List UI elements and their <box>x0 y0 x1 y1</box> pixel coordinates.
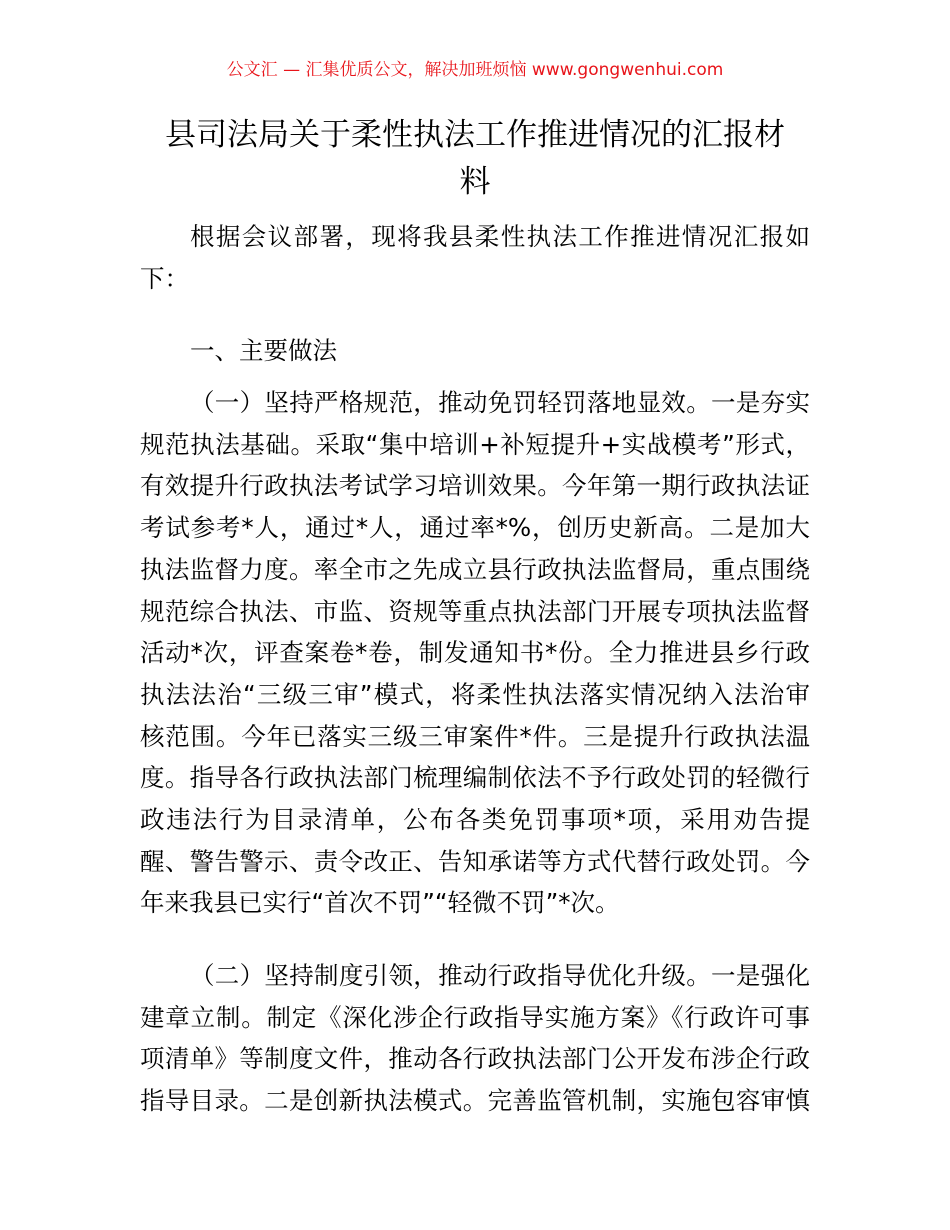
text-line: 下： <box>140 263 189 293</box>
text-line: （一）坚持严格规范，推动免罚轻罚落地显效。一是夯实 <box>190 388 810 418</box>
watermark-banner: 公文汇 — 汇集优质公文，解决加班烦恼 www.gongwenhui.com <box>226 60 724 80</box>
text-line: 醒、警告警示、责令改正、告知承诺等方式代替行政处罚。今 <box>140 846 810 876</box>
document-title <box>130 112 820 206</box>
document-body <box>140 216 810 1153</box>
text-line: 核范围。今年已落实三级三审案件*件。三是提升行政执法温 <box>140 721 810 751</box>
text-line: 一、主要做法 <box>190 336 337 366</box>
body-paragraph <box>140 955 810 1122</box>
text-line: 项清单》等制度文件，推动各行政执法部门公开发布涉企行政 <box>140 1044 810 1074</box>
text-line: 指导目录。二是创新执法模式。完善监管机制，实施包容审慎 <box>140 1086 810 1116</box>
text-line: （二）坚持制度引领，推动行政指导优化升级。一是强化 <box>190 961 810 990</box>
text-line: 度。指导各行政执法部门梳理编制依法不予行政处罚的轻微行 <box>140 763 810 793</box>
text-line: 有效提升行政执法考试学习培训效果。今年第一期行政执法证 <box>140 471 810 501</box>
text-line: 规范综合执法、市监、资规等重点执法部门开展专项执法监督 <box>140 596 810 626</box>
body-paragraph <box>140 382 810 924</box>
text-line: 规范执法基础。采取“集中培训+补短提升+实战模考”形式， <box>140 429 810 459</box>
title-line: 县司法局关于柔性执法工作推进情况的汇报材 <box>165 117 785 153</box>
text-line: 根据会议部署，现将我县柔性执法工作推进情况汇报如 <box>190 222 810 251</box>
text-line: 政违法行为目录清单，公布各类免罚事项*项，采用劝告提 <box>140 804 810 834</box>
text-line: 考试参考*人，通过*人，通过率*%，创历史新高。二是加大 <box>140 513 810 543</box>
title-line: 料 <box>459 164 491 200</box>
text-line: 活动*次，评查案卷*卷，制发通知书*份。全力推进县乡行政 <box>140 638 810 668</box>
intro-paragraph <box>140 216 810 299</box>
text-line: 建章立制。制定《深化涉企行政指导实施方案》《行政许可事 <box>140 1002 810 1032</box>
text-line: 年来我县已实行“首次不罚”“轻微不罚”*次。 <box>140 888 620 918</box>
section-heading <box>140 330 810 372</box>
text-line: 执法法治“三级三审”模式，将柔性执法落实情况纳入法治审 <box>140 679 810 709</box>
text-line: 执法监督力度。率全市之先成立县行政执法监督局，重点围绕 <box>140 554 810 584</box>
